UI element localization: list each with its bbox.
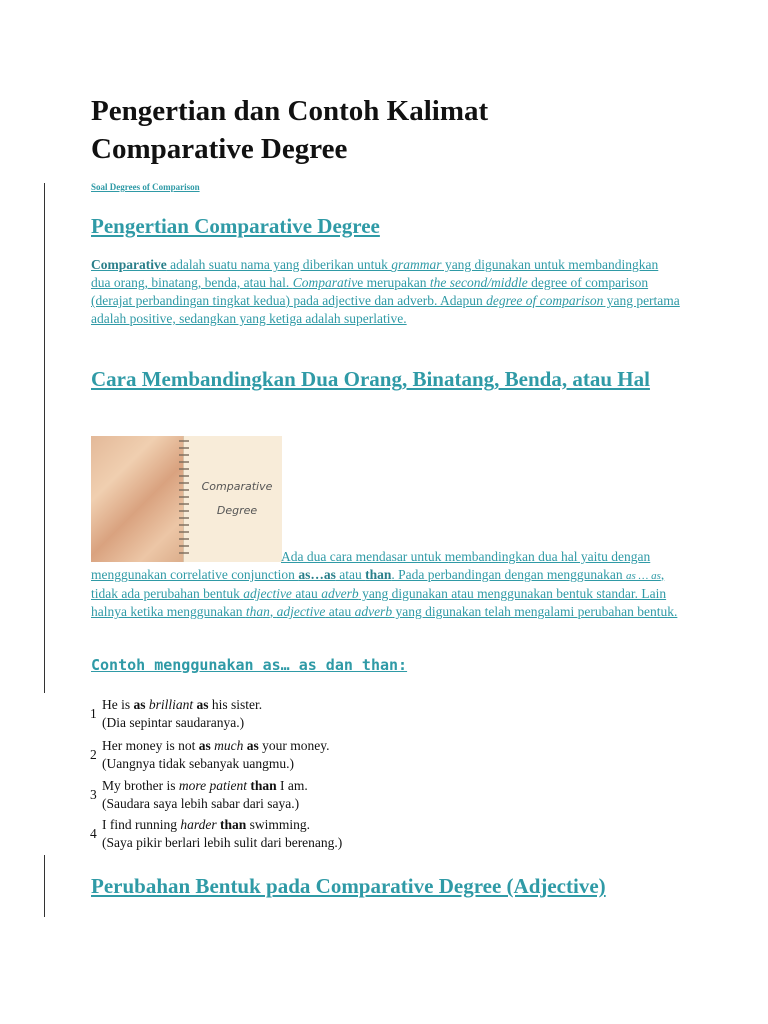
example-text: Her money is not as much as your money. (Uangnya tidak sebanyak uangmu.) [102, 738, 330, 771]
section-heading-contoh[interactable]: Contoh menggunakan as… as dan than: [91, 656, 408, 674]
example-number: 1 [90, 706, 97, 721]
example-number: 3 [90, 787, 97, 802]
soal-degrees-link[interactable]: Soal Degrees of Comparison [91, 182, 200, 192]
spiral-binding-graphic [179, 440, 189, 558]
page-title: Pengertian dan Contoh Kalimat Comparative Degree [91, 95, 489, 165]
example-number: 2 [90, 747, 97, 762]
section-heading-cara[interactable]: Cara Membandingkan Dua Orang, Binatang, Benda, atau Hal [91, 367, 650, 391]
crumpled-paper-graphic [91, 436, 183, 562]
image-label-degree: Degree [216, 504, 258, 517]
example-text: He is as brilliant as his sister. (Dia sepintar saudaranya.) [102, 697, 263, 730]
example-text: I find running harder than swimming. (Saya pikir berlari lebih sulit dari berenang.) [102, 817, 343, 850]
section-heading-perubahan[interactable]: Perubahan Bentuk pada Comparative Degree (Adjective) [91, 874, 606, 898]
image-label-comparative: Comparative [201, 480, 273, 493]
comparative-degree-image [91, 436, 281, 562]
paragraph-cara[interactable]: Ada dua cara mendasar untuk membandingkan dua hal yaitu dengan menggunakan correlative conjunction as…as atau than. Pada perbandingan dengan menggunakan as … as, tidak ada perubahan bentuk adjective atau adverb yang digunakan atau menggunakan bentuk standar. Lain halnya ketika menggunakan than, adjective atau adverb yang digunakan telah mengalami perubahan bentuk. [91, 549, 678, 619]
paragraph-pengertian[interactable]: Comparative adalah suatu nama yang diberikan untuk grammar yang digunakan untuk membandingkan dua orang, binatang, benda, atau hal. Comparative merupakan the second/middle degree of comparison (derajat perbandingan tingkat kedua) pada adjective dan adverb. Adapun degree of comparison yang pertama adalah positive, sedangkan yang ketiga adalah superlative. [91, 257, 680, 326]
section-heading-pengertian[interactable]: Pengertian Comparative Degree [91, 214, 380, 238]
margin-line-1 [44, 183, 45, 693]
example-number: 4 [90, 826, 97, 841]
margin-line-2 [44, 855, 45, 917]
notebook-card-graphic [183, 436, 282, 562]
example-text: My brother is more patient than I am. (Saudara saya lebih sabar dari saya.) [102, 778, 308, 811]
